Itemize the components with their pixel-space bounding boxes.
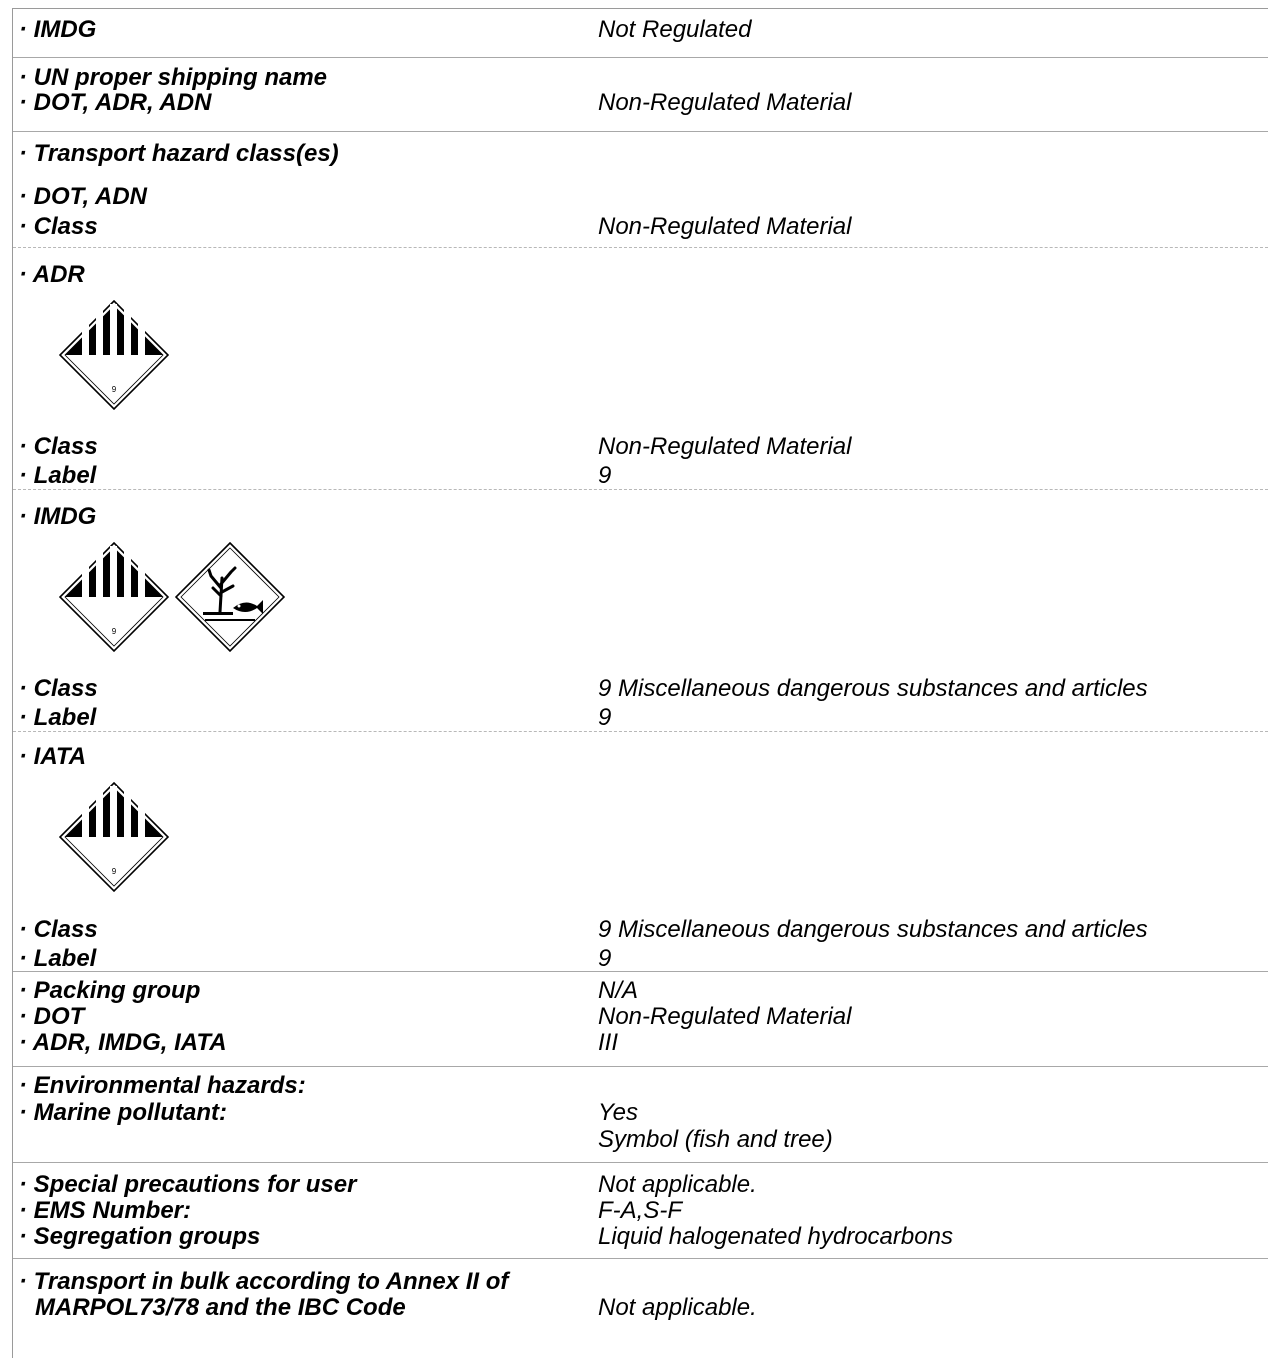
imdg-value: Not Regulated <box>598 16 752 43</box>
bulk-transport-label-line2: MARPOL73/78 and the IBC Code <box>35 1294 406 1321</box>
class-9-diamond-icon <box>59 782 169 892</box>
shipping-name-section <box>13 57 1268 116</box>
ems-number-label: · EMS Number: <box>19 1197 192 1224</box>
adr-class-label: · Class <box>19 433 98 460</box>
iata-class-label: · Class <box>19 916 98 943</box>
hazard-class-label: · Transport hazard class(es) <box>19 140 339 167</box>
segregation-groups-label: · Segregation groups <box>19 1223 261 1250</box>
special-precautions-section <box>13 1162 1268 1250</box>
environmental-hazards-label: · Environmental hazards: <box>19 1072 306 1099</box>
special-precautions-label: · Special precautions for user <box>19 1171 357 1198</box>
iata-label-label: · Label <box>19 945 97 972</box>
adr-label-value: 9 <box>598 462 612 489</box>
adr-label: · ADR <box>19 261 85 288</box>
segregation-groups-value: Liquid halogenated hydrocarbons <box>598 1223 953 1250</box>
imdg-label-label: · Label <box>19 704 97 731</box>
dot-adn-class-value: Non-Regulated Material <box>598 213 852 240</box>
hazard-class-section <box>13 131 1268 240</box>
dot-adn-class-label: · Class <box>19 213 98 240</box>
special-precautions-value: Not applicable. <box>598 1171 757 1198</box>
environment-hazard-icon <box>175 542 285 652</box>
class-9-diamond-icon <box>59 300 169 410</box>
packing-dot-value: Non-Regulated Material <box>598 1003 852 1030</box>
packing-group-label: · Packing group <box>19 977 201 1004</box>
packing-group-section <box>13 971 1268 1056</box>
packing-group-value: N/A <box>598 977 639 1004</box>
shipping-name-label: · UN proper shipping name <box>19 64 328 91</box>
adr-label-label: · Label <box>19 462 97 489</box>
imdg-class-label: · Class <box>19 675 98 702</box>
ems-number-value: F-A,S-F <box>598 1197 682 1224</box>
dot-adn-label: · DOT, ADN <box>19 183 147 210</box>
packing-other-value: III <box>598 1029 619 1056</box>
marine-pollutant-label: · Marine pollutant: <box>19 1099 227 1126</box>
bulk-transport-value: Not applicable. <box>598 1294 757 1321</box>
imdg-class-value: 9 Miscellaneous dangerous substances and articles <box>598 675 1148 702</box>
shipping-dot-adr-adn-value: Non-Regulated Material <box>598 89 852 116</box>
iata-label: · IATA <box>19 743 87 770</box>
bulk-transport-section <box>13 1258 1268 1321</box>
iata-label-value: 9 <box>598 945 612 972</box>
iata-section <box>13 731 1268 972</box>
bulk-transport-label-line1: · Transport in bulk according to Annex II of <box>19 1268 509 1295</box>
shipping-dot-adr-adn-label: · DOT, ADR, ADN <box>19 89 212 116</box>
imdg-label-value: 9 <box>598 704 612 731</box>
packing-other-label: · ADR, IMDG, IATA <box>19 1029 227 1056</box>
marine-symbol-value: Symbol (fish and tree) <box>598 1126 833 1153</box>
imdg-section <box>13 489 1268 731</box>
class-9-diamond-icon <box>59 542 169 652</box>
packing-dot-label: · DOT <box>19 1003 85 1030</box>
imdg-section-label: · IMDG <box>19 503 97 530</box>
marine-pollutant-value: Yes <box>598 1099 639 1126</box>
adr-section <box>13 247 1268 489</box>
transport-info-document <box>12 8 1268 1358</box>
imdg-label: · IMDG <box>19 16 97 43</box>
iata-class-value: 9 Miscellaneous dangerous substances and articles <box>598 916 1148 943</box>
environmental-hazards-section <box>13 1066 1268 1153</box>
adr-class-value: Non-Regulated Material <box>598 433 852 460</box>
